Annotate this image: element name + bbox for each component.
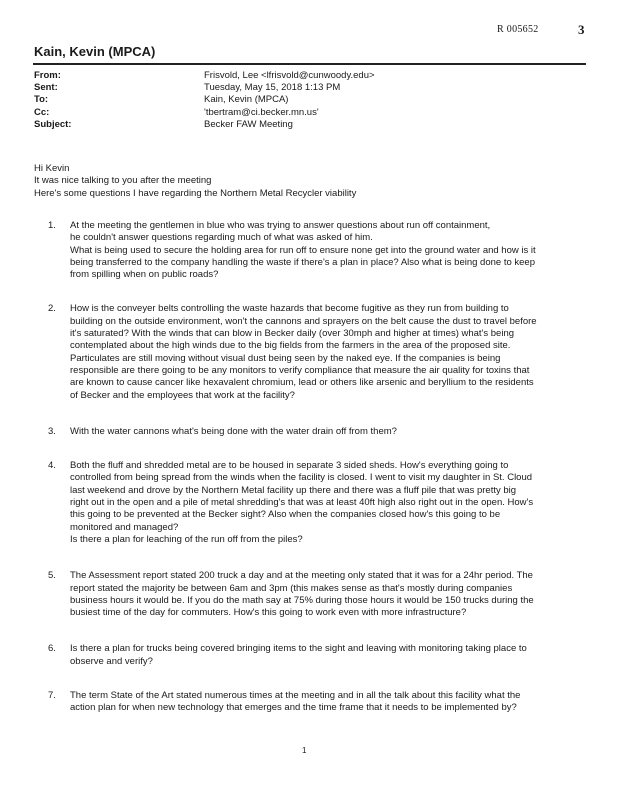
question-line: Is there a plan for leaching of the run off from the piles? bbox=[70, 533, 303, 545]
question-text bbox=[70, 460, 578, 546]
question-line: The term State of the Art stated numerous times at the meeting and in all the talk about this facility what the bbox=[70, 690, 521, 702]
subject-label: Subject: bbox=[34, 118, 72, 130]
to-label: To: bbox=[34, 94, 49, 106]
question-text bbox=[70, 426, 578, 438]
question-line: this going to be prevented at the Becker sight? Also when the companies closed how's this going to be bbox=[70, 509, 501, 521]
question-number: 1. bbox=[48, 220, 56, 231]
question-line: he couldn't answer questions regarding much of what was asked of him. bbox=[70, 232, 373, 244]
bates-number: R 005652 bbox=[497, 24, 539, 35]
question-item bbox=[48, 460, 578, 546]
question-line: With the water cannons what's being done with the water drain off from them? bbox=[70, 425, 397, 437]
question-line: right out in the open and a pile of metal shredding's that was at least 40ft high also right out in the open. How's bbox=[70, 497, 534, 509]
question-number: 3. bbox=[48, 425, 56, 437]
question-line: Particulates are still moving without visual dust being seen by the naked eye. If the companies is being bbox=[70, 352, 501, 364]
question-item bbox=[48, 570, 578, 619]
cc-row bbox=[34, 107, 594, 119]
page-corner-number: 3 bbox=[578, 22, 585, 37]
question-item bbox=[48, 303, 578, 401]
greeting-line: Hi Kevin bbox=[34, 163, 70, 174]
question-line: it's saturated? With the winds that can blow in Becker daily (over 30mph and higher at times) what's being bbox=[70, 328, 515, 340]
question-line: of Becker and the employees that work at the facility? bbox=[70, 389, 295, 401]
question-line: are known to cause cancer like hexavalent chromium, lead or others like arsenic and beryllium to the residents bbox=[70, 377, 534, 389]
question-line: The Assessment report stated 200 truck a day and at the meeting only stated that it was for a 24hr period. The bbox=[70, 570, 533, 582]
question-number: 7. bbox=[48, 690, 56, 702]
from-row bbox=[34, 70, 594, 82]
to-row bbox=[34, 94, 594, 106]
question-line: Is there a plan for trucks being covered bringing items to the sight and leaving with monitoring taking place to bbox=[70, 643, 527, 655]
question-item bbox=[48, 643, 578, 668]
intro-line: Here's some questions I have regarding the Northern Metal Recycler viability bbox=[34, 187, 357, 199]
footer-page-number: 1 bbox=[302, 746, 307, 755]
cc-value: 'tbertram@ci.becker.mn.us' bbox=[204, 106, 319, 118]
question-item bbox=[48, 220, 578, 281]
question-line: How is the conveyer belts controlling the waste hazards that become fugitive as they run from building to bbox=[70, 303, 509, 315]
question-list bbox=[48, 220, 578, 715]
sent-label: Sent: bbox=[34, 82, 58, 94]
email-greeting bbox=[34, 163, 594, 200]
question-line: building on the outside environment, won't the cannons and sprayers on the belt cause the dust to travel before bbox=[70, 315, 537, 327]
question-text bbox=[70, 643, 578, 668]
question-line: last weekend and drove by the Northern Metal facility up there and there was a fluff pile that was pretty big bbox=[70, 484, 517, 496]
question-number: 6. bbox=[48, 643, 56, 655]
question-line: controlled from being spread from the winds when the facility is closed. I went to visit my daughter in St. Cloud bbox=[70, 472, 533, 484]
intro-line: It was nice talking to you after the meeting bbox=[34, 175, 212, 187]
question-line: from spilling when on public roads? bbox=[70, 269, 219, 281]
question-number: 5. bbox=[48, 570, 56, 582]
question-line: being transferred to the company handling the waste if there's a plan in place? Also what is being done to keep bbox=[70, 256, 535, 268]
email-header-fields bbox=[34, 70, 594, 131]
question-line: Both the fluff and shredded metal are to be housed in separate 3 sided sheds. How's everything going to bbox=[70, 460, 509, 472]
question-text bbox=[70, 690, 578, 715]
question-text bbox=[70, 220, 578, 281]
question-line: report stated the majority be between 6am and 3pm (this makes sense as that's mostly during companies bbox=[70, 582, 513, 594]
question-text bbox=[70, 570, 578, 619]
from-label: From: bbox=[34, 70, 61, 81]
question-line: contemplated about the high winds due to the big fields from the farmers in the area of the proposed site. bbox=[70, 340, 511, 352]
question-item bbox=[48, 426, 578, 438]
question-line: monitored and managed? bbox=[70, 521, 179, 533]
to-value: Kain, Kevin (MPCA) bbox=[204, 94, 289, 106]
sent-value: Tuesday, May 15, 2018 1:13 PM bbox=[204, 82, 341, 94]
question-line: responsible are there going to be any monitors to verify compliance that measure the air quality for toxins that bbox=[70, 364, 530, 376]
subject-row bbox=[34, 119, 594, 131]
header-divider bbox=[33, 63, 586, 65]
question-line: What is being used to secure the holding area for run off to ensure none get into the ground water and how is it bbox=[70, 244, 536, 256]
question-text bbox=[70, 303, 578, 401]
question-line: business hours it would be. If you do the math say at 75% during those hours it would be 150 trucks during the bbox=[70, 594, 534, 606]
from-value: Frisvold, Lee <lfrisvold@cunwoody.edu> bbox=[204, 70, 375, 81]
question-line: At the meeting the gentlemen in blue who was trying to answer questions about run off containment, bbox=[70, 220, 491, 231]
question-item bbox=[48, 690, 578, 715]
subject-value: Becker FAW Meeting bbox=[204, 118, 293, 130]
question-line: action plan for when new technology that emerges and the time frame that it needs to be implemented by? bbox=[70, 702, 517, 714]
question-line: busiest time of the day for commuters. How's this going to work even with more infrastructure? bbox=[70, 607, 467, 619]
question-number: 2. bbox=[48, 303, 56, 315]
sent-row bbox=[34, 82, 594, 94]
cc-label: Cc: bbox=[34, 106, 50, 118]
mailbox-owner-name: Kain, Kevin (MPCA) bbox=[34, 44, 156, 59]
question-number: 4. bbox=[48, 460, 56, 472]
question-line: observe and verify? bbox=[70, 655, 153, 667]
